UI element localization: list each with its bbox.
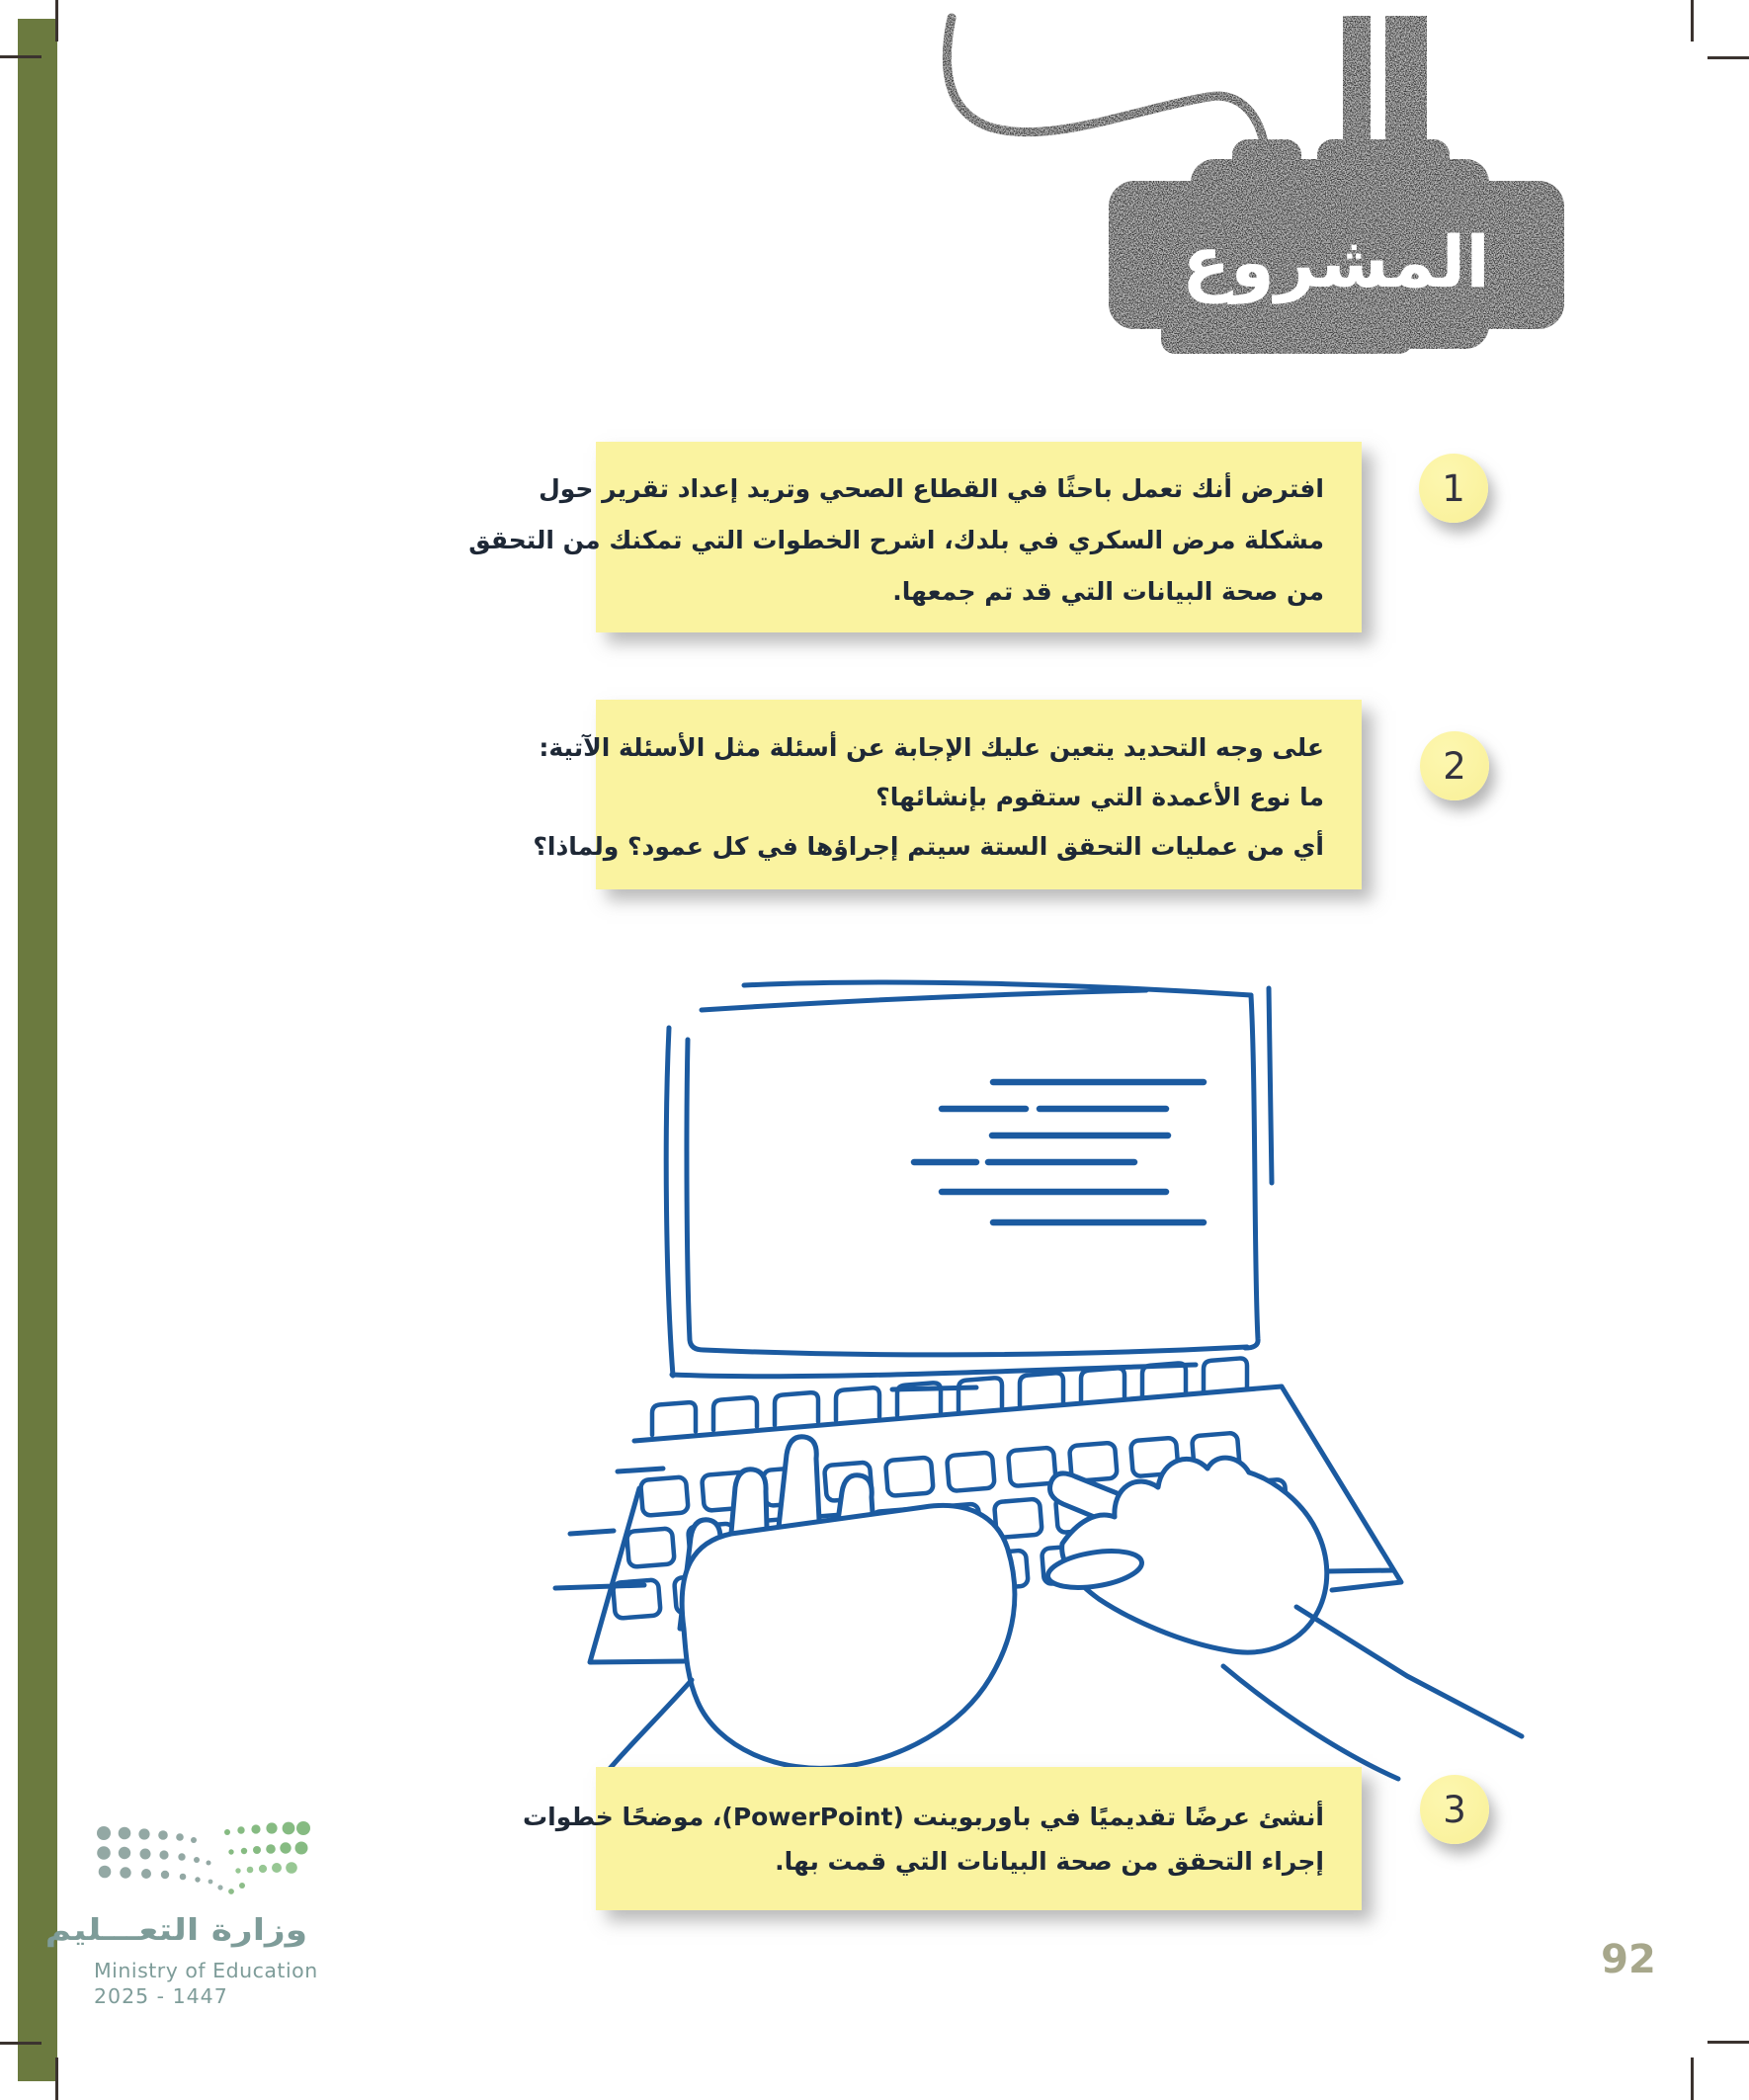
task-box-3 xyxy=(523,1767,1362,1910)
task-line: افترض أنك تعمل باحثًا في القطاع الصحي وتريد إعداد تقرير حول xyxy=(539,474,1324,503)
task-line: على وجه التحديد يتعين عليك الإجابة عن أسئلة مثل الأسئلة الآتية: xyxy=(539,733,1324,762)
task-line: إجراء التحقق من صحة البيانات التي قمت بها. xyxy=(775,1847,1324,1876)
laptop-typing-illustration xyxy=(415,949,1561,1818)
crop-mark xyxy=(1707,2041,1749,2044)
task-line: مشكلة مرض السكري في بلدك، اشرح الخطوات التي تمكنك من التحقق xyxy=(468,526,1324,554)
task-number: 3 xyxy=(1443,1788,1466,1831)
stamp-cord xyxy=(947,18,1263,138)
task-line: أنشئ عرضًا تقديميًا في باوربوينت (PowerPoint)، موضحًا خطوات xyxy=(523,1803,1324,1831)
crop-mark xyxy=(55,0,58,42)
page-spine-bar xyxy=(18,19,57,2081)
ministry-logo-arabic-text: وزارة التعـــليم xyxy=(44,1913,307,1948)
task-line: أي من عمليات التحقق الستة سيتم إجراؤها في كل عمود؟ ولماذا؟ xyxy=(533,832,1324,861)
page-number: 92 xyxy=(1601,1937,1656,1982)
crop-mark xyxy=(1691,2058,1694,2100)
typing-hands-sketch xyxy=(597,1437,1527,1816)
crop-mark xyxy=(1707,56,1749,59)
crop-mark xyxy=(0,55,42,58)
task-number-badge xyxy=(1420,731,1489,800)
crop-mark xyxy=(1691,0,1694,42)
ministry-logo-years: 2025 - 1447 xyxy=(94,1984,228,2008)
ministry-logo-dots xyxy=(94,1818,311,1909)
task-number: 2 xyxy=(1443,744,1466,788)
screen-text-lines xyxy=(914,1082,1204,1222)
task-line: من صحة البيانات التي قد تم جمعها. xyxy=(892,577,1324,606)
project-stamp-graphic xyxy=(919,0,1591,376)
stamp-title: المشروع xyxy=(1182,220,1490,303)
task-line: ما نوع الأعمدة التي ستقوم بإنشائها؟ xyxy=(875,783,1324,811)
ministry-logo-english: Ministry of Education xyxy=(94,1959,318,1982)
ministry-logo-arabic xyxy=(44,1911,307,1951)
laptop-screen-sketch xyxy=(666,982,1272,1389)
task-number-badge xyxy=(1419,454,1488,523)
task-box-2 xyxy=(533,700,1362,889)
task-number-badge xyxy=(1420,1775,1489,1844)
task-box-1 xyxy=(468,442,1362,632)
crop-mark xyxy=(0,2042,42,2045)
task-number: 1 xyxy=(1442,466,1465,510)
crop-mark xyxy=(55,2058,58,2100)
